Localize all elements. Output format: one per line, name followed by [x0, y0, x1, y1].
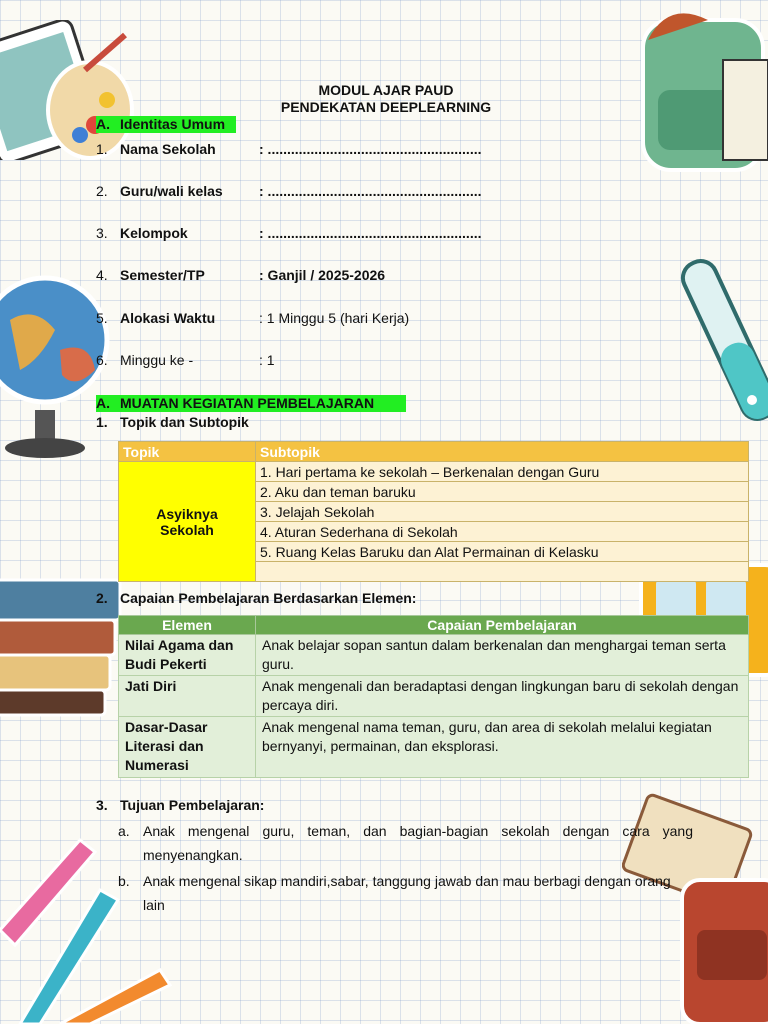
field-number: 3.: [96, 225, 108, 241]
field-number: 6.: [96, 352, 108, 368]
topic-table: [118, 441, 749, 582]
field-label-guru: Guru/wali kelas: [120, 183, 223, 199]
topic-name-line1: Asyiknya: [156, 505, 218, 522]
subtopic-cell: 1. Hari pertama ke sekolah – Berkenalan dengan Guru: [256, 462, 749, 482]
capaian-cell: Anak belajar sopan santun dalam berkenalan dan menghargai teman serta guru.: [256, 635, 749, 676]
subtopic-cell: 4. Aturan Sederhana di Sekolah: [256, 522, 749, 542]
field-label-alokasi-waktu: Alokasi Waktu: [120, 310, 216, 326]
capaian-table-header-elemen: Elemen: [119, 616, 256, 635]
field-value-alokasi-waktu: : 1 Minggu 5 (hari Kerja): [259, 310, 410, 326]
field-value-nama-sekolah: : .......................................................: [259, 141, 482, 157]
document-title-line2: PENDEKATAN DEEPLEARNING: [280, 99, 492, 115]
item-number: 2.: [96, 590, 108, 606]
subtopic-cell: 2. Aku dan teman baruku: [256, 482, 749, 502]
subtopic-cell: 5. Ruang Kelas Baruku dan Alat Permainan di Kelasku: [256, 542, 749, 562]
globe-icon: [0, 270, 110, 470]
subtopic-cell: 3. Jelajah Sekolah: [256, 502, 749, 522]
test-tube-icon: [672, 250, 768, 450]
topik-subtopik-heading: Topik dan Subtopik: [120, 414, 249, 430]
document-title-line1: MODUL AJAR PAUD: [318, 82, 454, 98]
field-label-minggu: Minggu ke -: [120, 352, 194, 368]
field-value-guru: : .......................................................: [259, 183, 482, 199]
topic-table-header-subtopik: Subtopik: [256, 442, 749, 462]
capaian-heading: Capaian Pembelajaran Berdasarkan Elemen:: [120, 590, 417, 606]
item-number: 1.: [96, 414, 108, 430]
field-value-minggu: : 1: [259, 352, 275, 368]
field-number: 4.: [96, 267, 108, 283]
capaian-table-header-capaian: Capaian Pembelajaran: [256, 616, 749, 635]
field-label-semester: Semester/TP: [120, 267, 205, 283]
subtopic-cell-empty: [256, 562, 749, 582]
capaian-table: [118, 615, 749, 778]
elemen-cell: Nilai Agama dan Budi Pekerti: [119, 635, 256, 676]
topic-table-header-topik: Topik: [119, 442, 256, 462]
objective-letter: a.: [118, 823, 130, 839]
section-muatan-heading: [96, 395, 406, 412]
table-row: [119, 635, 749, 676]
topic-cell: [119, 462, 256, 582]
field-number: 1.: [96, 141, 108, 157]
table-row: [119, 676, 749, 717]
capaian-cell: Anak mengenali dan beradaptasi dengan lingkungan baru di sekolah dengan percaya diri.: [256, 676, 749, 717]
section-title: Identitas Umum: [120, 116, 226, 132]
elemen-cell: Dasar-Dasar Literasi dan Numerasi: [119, 717, 256, 778]
section-letter: A.: [96, 395, 110, 411]
capaian-cell: Anak mengenal nama teman, guru, dan area di sekolah melalui kegiatan bernyanyi, permainan, dan eksplorasi.: [256, 717, 749, 778]
section-title: MUATAN KEGIATAN PEMBELAJARAN: [120, 395, 375, 411]
field-value-semester: : Ganjil / 2025-2026: [259, 267, 386, 283]
field-value-kelompok: : .......................................................: [259, 225, 482, 241]
objective-text: Anak mengenal sikap mandiri,sabar, tanggung jawab dan mau berbagi dengan orang lain: [143, 873, 671, 913]
tujuan-heading: Tujuan Pembelajaran:: [120, 797, 265, 813]
section-identitas-heading: [96, 116, 236, 133]
objective-letter: b.: [118, 873, 130, 889]
field-number: 2.: [96, 183, 108, 199]
topic-name-line2: Sekolah: [160, 521, 214, 538]
field-label-nama-sekolah: Nama Sekolah: [120, 141, 216, 157]
elemen-cell: Jati Diri: [119, 676, 256, 717]
field-label-kelompok: Kelompok: [120, 225, 188, 241]
section-letter: A.: [96, 116, 110, 132]
table-row: [119, 717, 749, 778]
field-number: 5.: [96, 310, 108, 326]
item-number: 3.: [96, 797, 108, 813]
objective-text: Anak mengenal guru, teman, dan bagian-bagian sekolah dengan cara yang menyenangkan.: [143, 823, 693, 863]
